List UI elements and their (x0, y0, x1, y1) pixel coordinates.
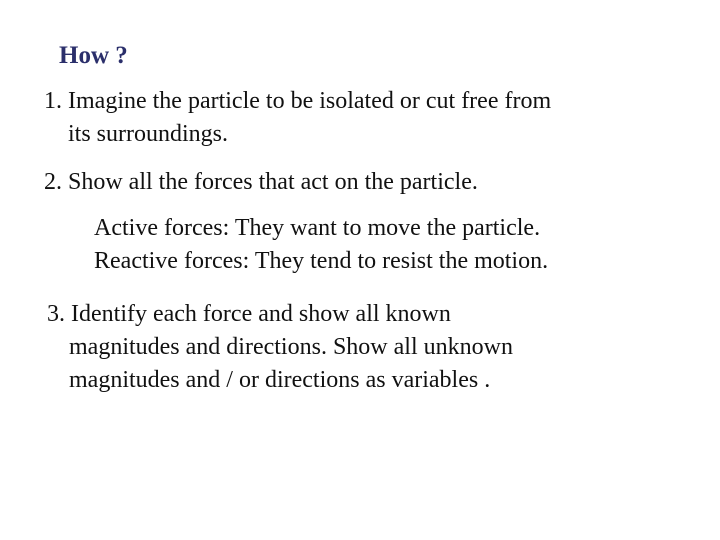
step-1-line-1: 1. Imagine the particle to be isolated or cut free from (44, 88, 552, 114)
force-types-list (94, 212, 548, 278)
active-forces-definition: Active forces: They want to move the particle. (94, 215, 541, 241)
step-3-line-2: magnitudes and directions. Show all unknown (69, 334, 513, 360)
step-3 (47, 298, 513, 397)
step-3-line-1: 3. Identify each force and show all known (47, 301, 451, 327)
step-3-line-3: magnitudes and / or directions as variables . (69, 367, 491, 393)
step-2 (44, 166, 478, 199)
step-1-line-2: its surroundings. (68, 121, 229, 147)
slide-heading: How ? (59, 42, 128, 69)
step-2-line-1: 2. Show all the forces that act on the particle. (44, 169, 478, 195)
reactive-forces-definition: Reactive forces: They tend to resist the motion. (94, 248, 549, 274)
step-1 (44, 85, 551, 151)
